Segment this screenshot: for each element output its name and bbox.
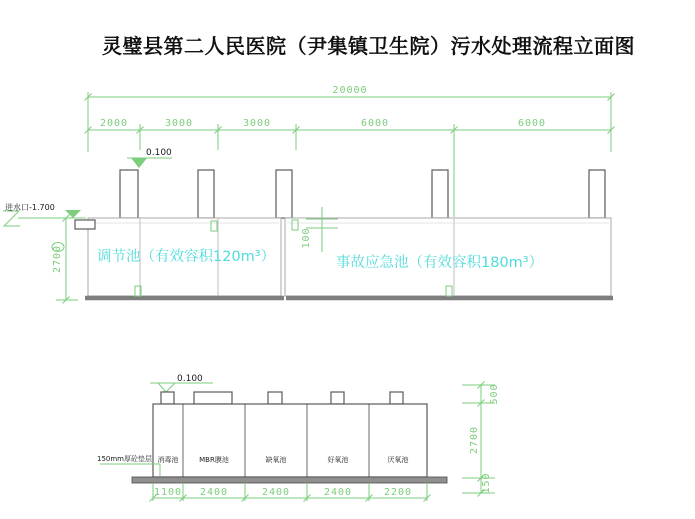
dim-width-label: 2200 — [383, 487, 413, 498]
vent-column — [198, 170, 214, 218]
dim-width-label: 2400 — [261, 487, 291, 498]
dim-heights-lower — [462, 382, 500, 497]
tank-label-regulation: 调节池（有效容积120m³） — [97, 249, 276, 265]
compartment-label: MBR膜池 — [199, 456, 229, 464]
base-note — [97, 454, 160, 476]
vent-column — [432, 170, 448, 218]
inlet-assembly — [5, 202, 95, 229]
tank-top-boxes — [161, 392, 403, 404]
elevation-value: 0.100 — [146, 148, 172, 158]
vent-columns — [120, 170, 605, 218]
treatment-tank-body — [153, 404, 427, 477]
drawing-title: 灵璧县第二人民医院（尹集镇卫生院）污水处理流程立面图 — [102, 34, 635, 58]
vent-column — [120, 170, 138, 218]
base-slab — [132, 477, 447, 483]
dim-segment-label: 6000 — [360, 118, 390, 129]
inlet-box — [75, 220, 95, 229]
elevation-marker-upper — [127, 148, 172, 168]
dim-height-label: 150 — [481, 472, 492, 494]
dim-gap-label: 100 — [301, 227, 312, 249]
dim-width-label: 1100 — [153, 487, 183, 498]
base-note-label: 150mm厚砼垫层 — [97, 455, 152, 463]
dim-height-upper — [52, 215, 78, 304]
compartment-label: 好氧池 — [327, 456, 349, 464]
inlet-label: 进水口-1.700 — [5, 203, 55, 212]
lower-elevation-view — [97, 374, 500, 502]
dim-widths — [150, 483, 431, 502]
dim-width-label: 2400 — [199, 487, 229, 498]
tank-label-emergency: 事故应急池（有效容积180m³） — [336, 255, 544, 271]
dim-segment-label: 6000 — [517, 118, 547, 129]
dim-segment-label: 2000 — [99, 118, 129, 129]
dim-height-label: 2700 — [469, 425, 480, 455]
vent-column — [589, 170, 605, 218]
compartment-label: 缺氧池 — [265, 456, 287, 464]
elevation-marker-lower — [150, 374, 213, 392]
compartment-label: 消毒池 — [157, 456, 179, 464]
dim-height-label: 500 — [489, 383, 500, 405]
compartment-label: 厌氧池 — [387, 456, 409, 464]
dim-segment-label: 3000 — [164, 118, 194, 129]
elevation-value: 0.100 — [177, 374, 203, 384]
dim-total-label: 20000 — [332, 85, 368, 96]
vent-column — [276, 170, 292, 218]
dim-total — [85, 85, 615, 101]
dim-height-label: 2700 — [52, 244, 63, 274]
dim-width-label: 2400 — [323, 487, 353, 498]
upper-elevation-view — [3, 85, 615, 304]
dim-segment-label: 3000 — [242, 118, 272, 129]
